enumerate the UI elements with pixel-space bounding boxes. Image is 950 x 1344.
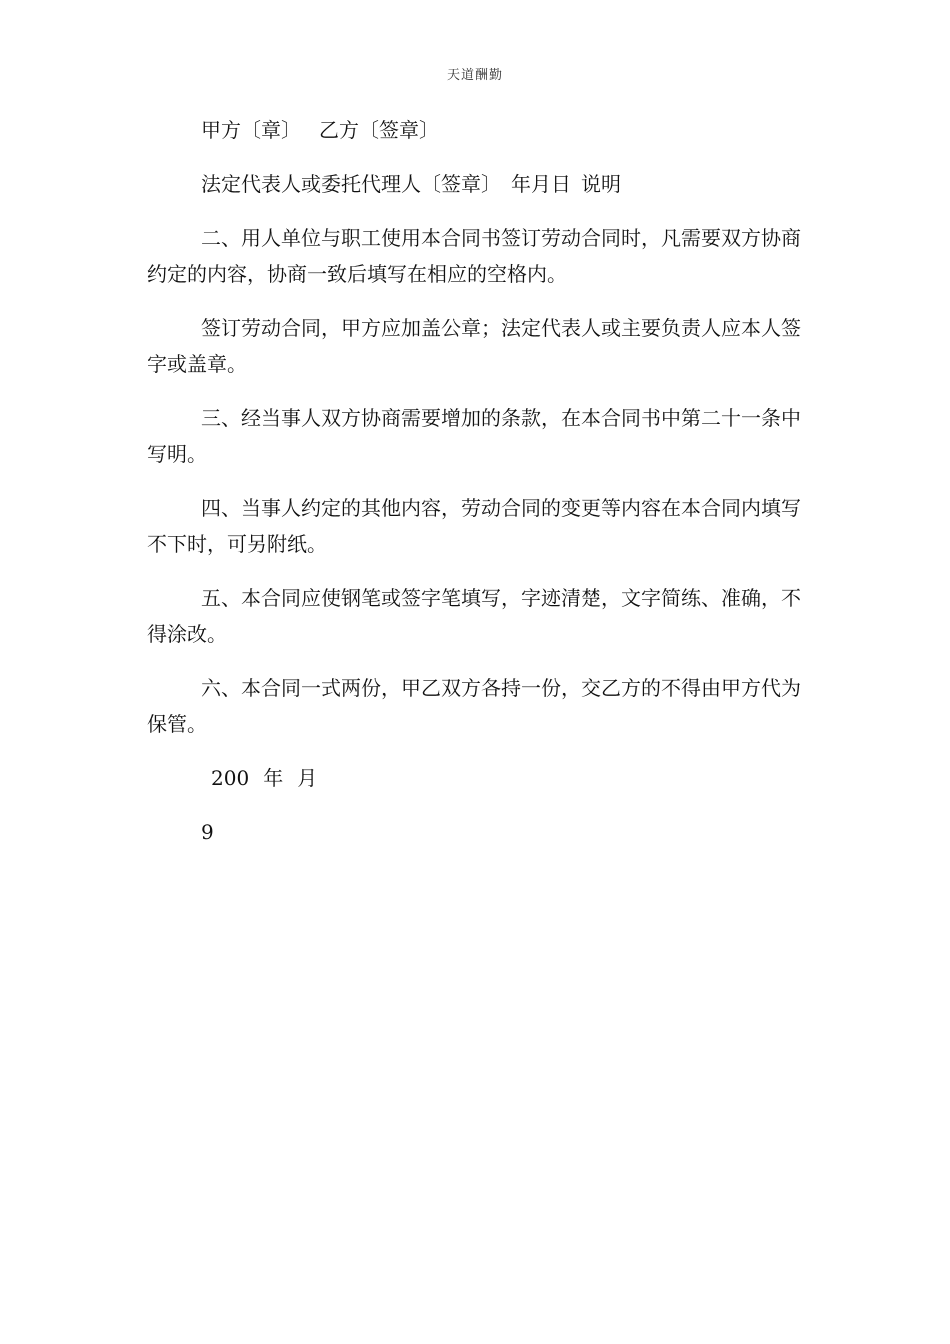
party-b-seal: 乙方〔签章〕 [319, 118, 439, 142]
footer-date-year-label: 年 [263, 766, 284, 790]
paragraph: 三、经当事人双方协商需要增加的条款，在本合同书中第二十一条中写明。 [147, 406, 801, 466]
paragraph: 二、用人单位与职工使用本合同书签订劳动合同时，凡需要双方协商约定的内容，协商一致后填写在相应的空格内。 [147, 226, 801, 286]
party-a-seal: 甲方〔章〕 [201, 118, 301, 142]
representative-signature: 法定代表人或委托代理人〔签章〕 [201, 172, 501, 196]
footer-date [147, 760, 809, 796]
document-body [147, 112, 809, 850]
notes-title: 说明 [581, 172, 621, 196]
footer-date-year: 200 [211, 766, 250, 790]
signature-representative-line [147, 166, 809, 202]
paragraph: 五、本合同应使钢笔或签字笔填写，字迹清楚，文字简练、准确，不得涂改。 [147, 586, 801, 646]
signature-parties-line [147, 112, 809, 148]
paragraph: 四、当事人约定的其他内容，劳动合同的变更等内容在本合同内填写不下时，可另附纸。 [147, 496, 801, 556]
page-header: 天道酬勤 [446, 68, 503, 83]
paragraph: 签订劳动合同，甲方应加盖公章；法定代表人或主要负责人应本人签字或盖章。 [147, 316, 801, 376]
signature-date: 年月日 [511, 172, 571, 196]
paragraph: 六、本合同一式两份，甲乙双方各持一份，交乙方的不得由甲方代为保管。 [147, 676, 801, 736]
page-number: 9 [201, 820, 214, 844]
footer-date-month-label: 月 [297, 766, 318, 790]
